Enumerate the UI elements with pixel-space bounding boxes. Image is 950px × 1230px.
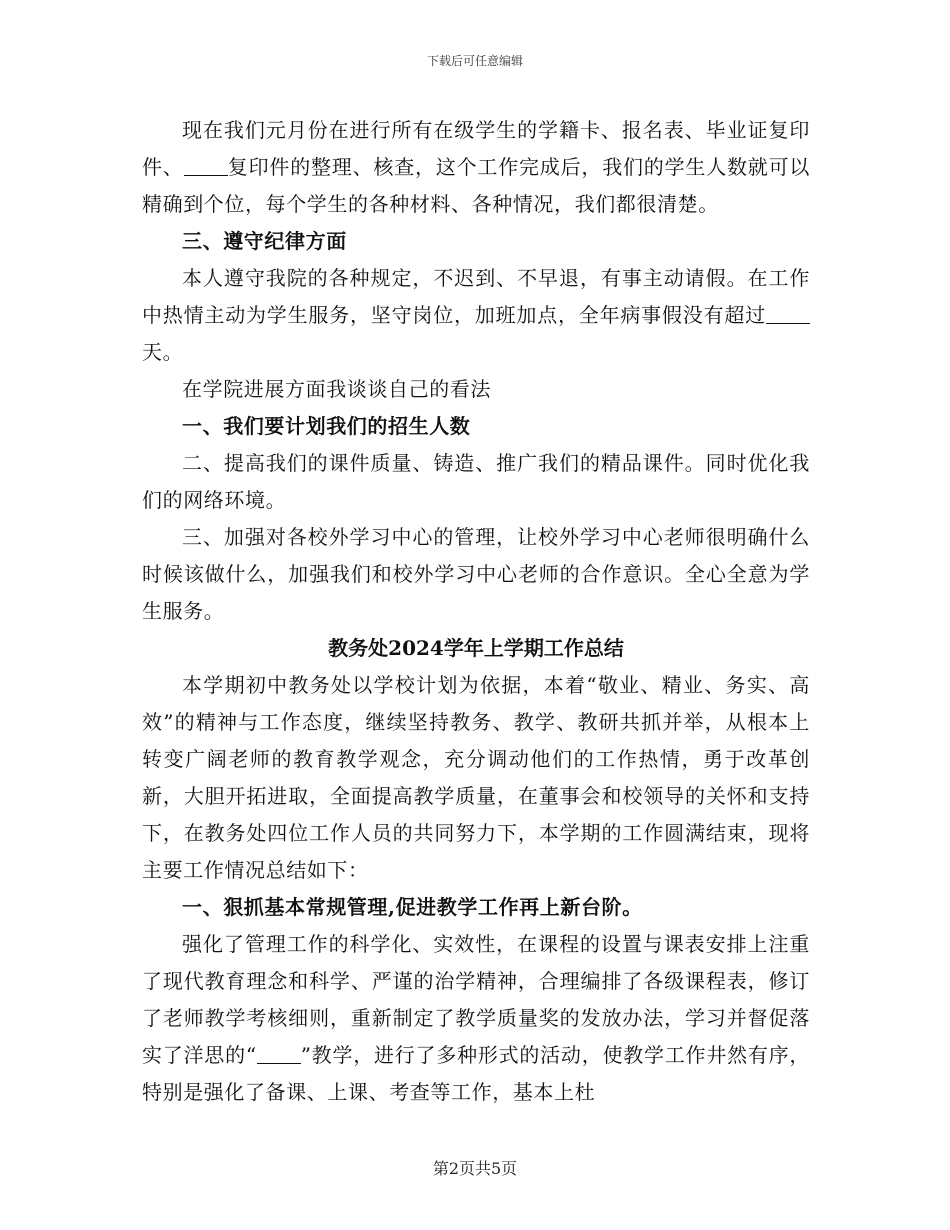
document-title: 教务处2024学年上学期工作总结 [328,636,624,660]
paragraph-text: ”教学，进行了多种形式的活动，使教学工作井然有序，特别是强化了备课、上课、考查等工作，基本上杜 [142,1043,810,1104]
paragraph-learning-centers: 三、加强对各校外学习中心的管理，让校外学习中心老师很明确什么时候该做什么，加强我们和校外学习中心老师的合作意识。全心全意为学生服务。 [142,525,810,623]
page-header: 下载后可任意编辑 [426,54,523,68]
paragraph-text: 天。 [142,340,184,364]
paragraph-college-views: 在学院进展方面我谈谈自己的看法 [182,377,491,401]
paragraph-discipline [142,260,810,371]
paragraph-summary-intro: 本学期初中教务处以学校计划为依据，本着“敬业、精业、务实、高效”的精神与工作态度，继续坚持教务、教学、教研共抓并举，从根本上转变广阔老师的教育教学观念，充分调动他们的工作热情，勇于改革创新，大胆开拓进取，全面提高教学质量，在董事会和校领导的关怀和支持下，在教务处四位工作人员的共同努力下，本学期的工作圆满结束，现将主要工作情况总结如下： [142,673,810,882]
section-heading-routine-management: 一、狠抓基本常规管理,促进教学工作再上新台阶。 [182,895,643,919]
page-footer: 第2页共5页 [432,1159,518,1178]
paragraph-student-records [142,112,810,223]
section-heading-discipline: 三、遵守纪律方面 [182,229,347,253]
fill-in-blank [184,155,228,176]
section-heading-enrollment: 一、我们要计划我们的招生人数 [182,414,471,438]
paragraph-text: 现在我们元月份在进行所有在级学生的学籍卡、报名表、毕业证复印件、 [142,118,810,179]
paragraph-text: 本人遵守我院的各种规定，不迟到、不早退，有事主动请假。在工作中热情主动为学生服务，坚守岗位，加班加点，全年病事假没有超过 [142,266,810,327]
paragraph-text: 复印件的整理、核查，这个工作完成后，我们的学生人数就可以精确到个位，每个学生的各种材料、各种情况，我们都很清楚。 [142,155,810,216]
paragraph-courseware: 二、提高我们的课件质量、铸造、推广我们的精品课件。同时优化我们的网络环境。 [142,451,810,512]
fill-in-blank [257,1043,301,1064]
paragraph-text: 强化了管理工作的科学化、实效性，在课程的设置与课表安排上注重了现代教育理念和科学、严谨的治学精神，合理编排了各级课程表，修订了老师教学考核细则，重新制定了教学质量奖的发放办法，学习并督促落实了洋思的“ [142,932,810,1067]
paragraph-management [142,926,810,1111]
document-body [142,112,810,1111]
fill-in-blank [766,303,810,324]
